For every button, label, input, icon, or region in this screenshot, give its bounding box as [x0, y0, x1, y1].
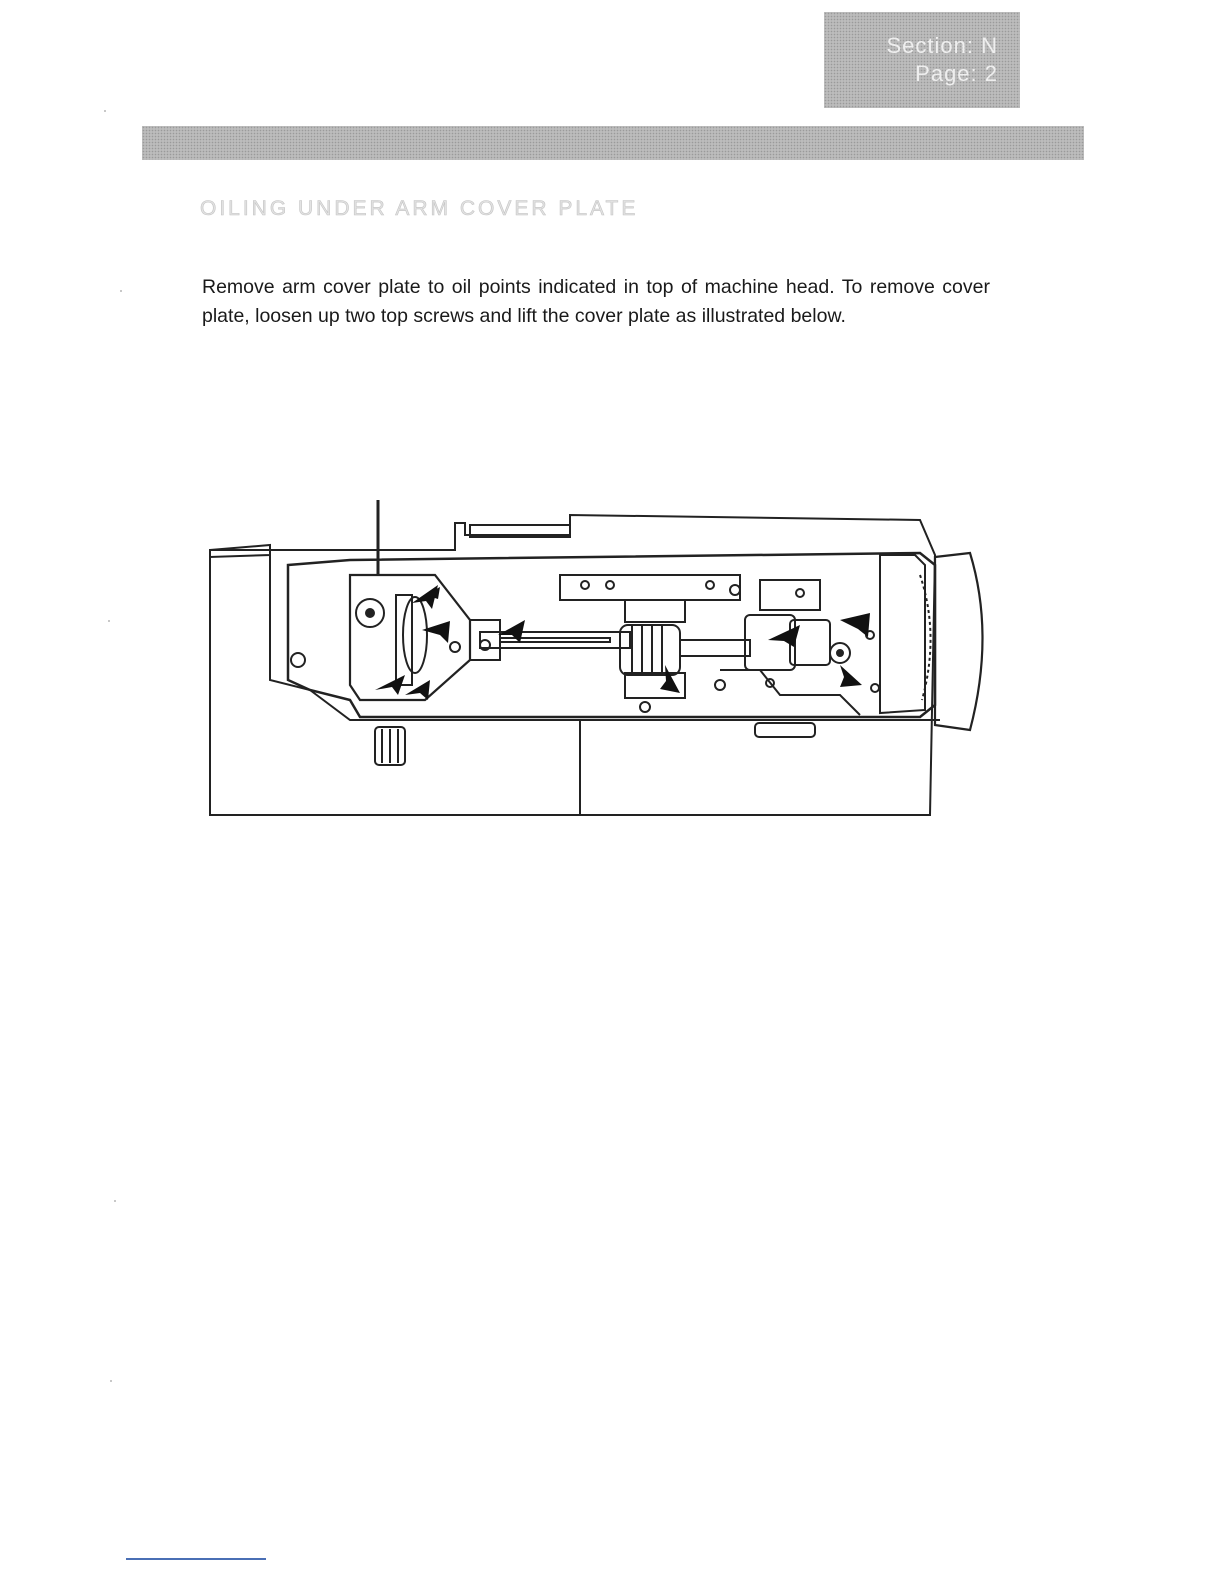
- section-title: OILING UNDER ARM COVER PLATE: [200, 197, 639, 220]
- instructions-paragraph: Remove arm cover plate to oil points indicated in top of machine head. To remove cover plate, loosen up two top screws and lift the cover plate as illustrated below.: [202, 275, 990, 327]
- section-page-badge: [824, 12, 1020, 108]
- scan-speck: [108, 620, 110, 622]
- arm-cavity: [288, 553, 935, 717]
- right-housing: [880, 555, 925, 713]
- oil-point-arrow-icon: [840, 613, 870, 637]
- head-plate: [350, 575, 470, 700]
- oil-point-arrow-icon: [405, 680, 430, 700]
- balance-wheel: [935, 553, 983, 730]
- scan-speck: [114, 1200, 116, 1202]
- section-label: Section: N: [886, 33, 998, 58]
- scan-speck: [110, 1380, 112, 1382]
- oil-point-arrow-icon: [840, 665, 862, 687]
- scan-speck: [104, 110, 106, 112]
- machine-head-illustration: [200, 495, 1000, 825]
- footer-rule: [126, 1558, 266, 1560]
- scan-speck: [120, 290, 122, 292]
- page-label: Page: 2: [915, 61, 998, 86]
- header-band: [142, 126, 1084, 160]
- oil-point-arrow-icon: [375, 675, 405, 695]
